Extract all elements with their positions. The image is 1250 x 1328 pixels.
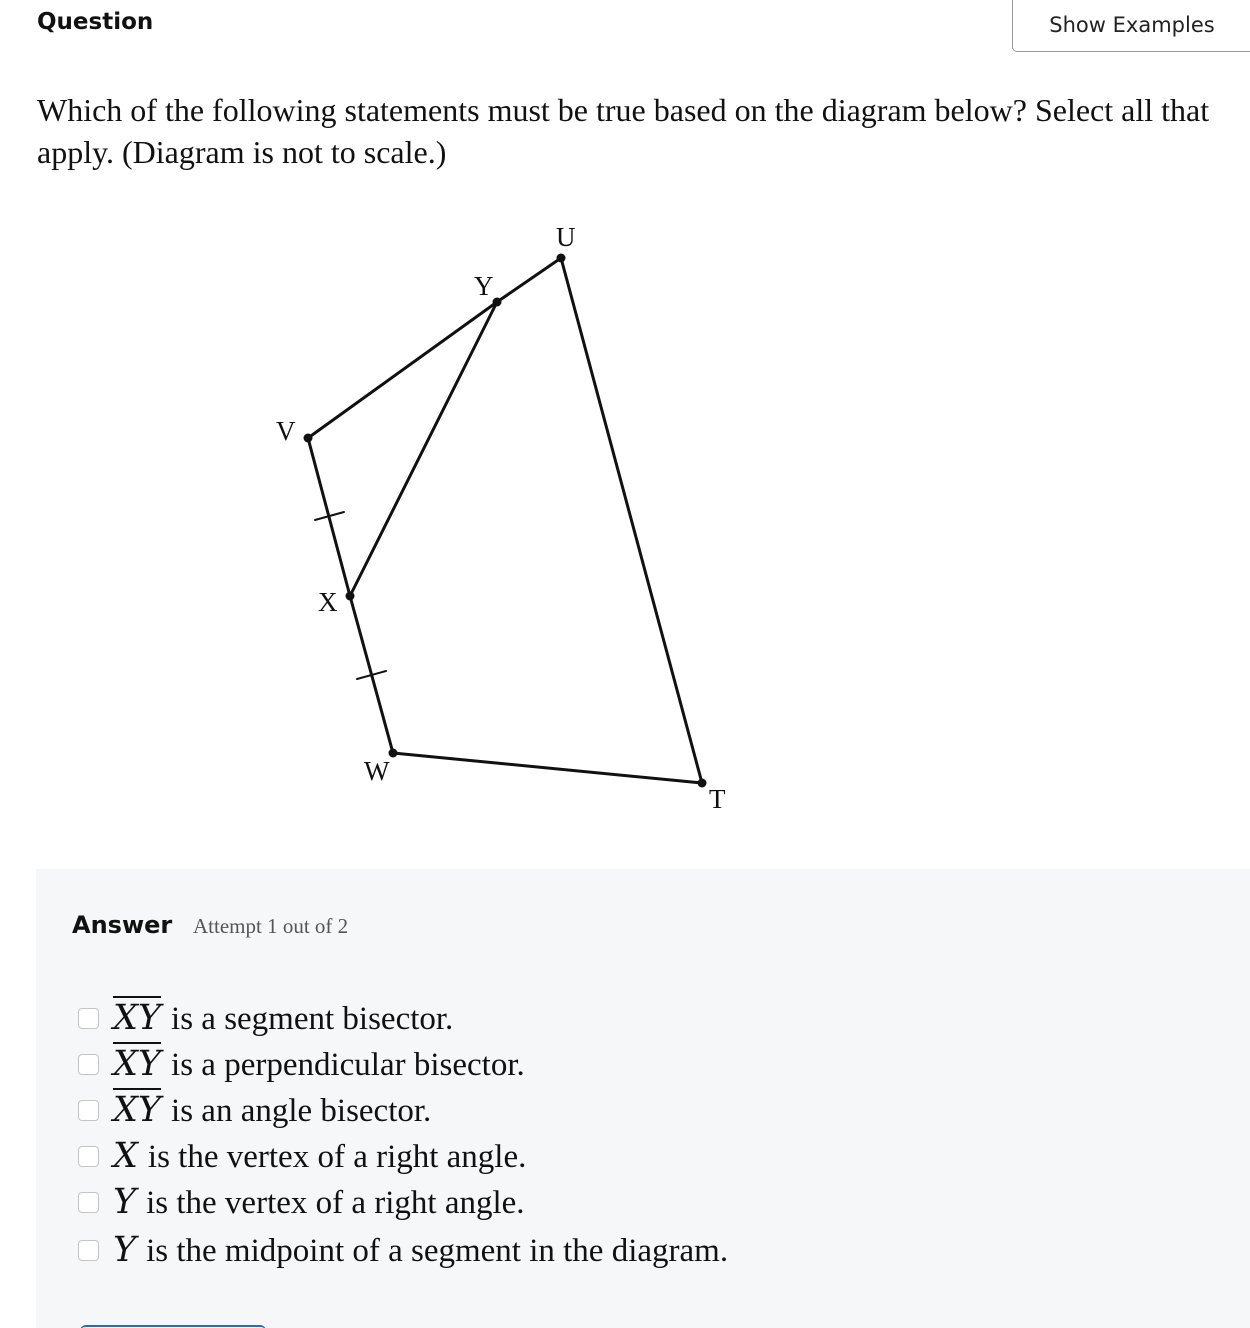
vertex-W — [389, 749, 398, 758]
vertex-T — [698, 779, 707, 788]
answer-label: Answer — [72, 911, 173, 939]
segment-YU — [497, 258, 561, 302]
label-X: X — [318, 587, 338, 617]
checkbox-option-2[interactable] — [78, 1054, 99, 1075]
option-5[interactable] — [78, 1179, 728, 1225]
option-1-math: $\overline{XY}$ — [113, 998, 162, 1038]
option-5-math: Y — [113, 1182, 137, 1222]
option-6-math: Y — [113, 1230, 137, 1270]
question-prompt: Which of the following statements must be true based on the diagram below? Select all that apply. (Diagram is not to scale.) — [37, 92, 1210, 170]
attempt-counter: Attempt 1 out of 2 — [193, 914, 349, 938]
option-6-label — [113, 1230, 728, 1270]
option-6-text: is the midpoint of a segment in the diagram. — [146, 1233, 729, 1269]
label-W: W — [364, 756, 390, 786]
show-examples-button[interactable]: Show Examples — [1012, 0, 1250, 52]
checkbox-option-6[interactable] — [78, 1240, 99, 1261]
option-6[interactable] — [78, 1227, 728, 1273]
option-4-math: X — [113, 1136, 138, 1176]
option-1-label — [113, 998, 453, 1038]
option-2[interactable] — [78, 1041, 728, 1087]
checkbox-option-1[interactable] — [78, 1008, 99, 1029]
segment-UT — [561, 258, 702, 783]
diagram-segments — [308, 258, 702, 783]
checkbox-option-4[interactable] — [78, 1146, 99, 1167]
geometry-diagram — [0, 200, 800, 820]
option-5-label — [113, 1182, 525, 1222]
checkbox-option-3[interactable] — [78, 1100, 99, 1121]
option-3-math: $\overline{XY}$ — [113, 1090, 162, 1130]
option-2-label — [113, 1044, 525, 1084]
checkbox-option-5[interactable] — [78, 1192, 99, 1213]
segment-VY — [308, 302, 497, 438]
vertex-X — [346, 592, 355, 601]
label-V: V — [276, 416, 296, 446]
label-U: U — [556, 222, 576, 252]
diagram-vertices — [304, 254, 707, 788]
option-4-text: is the vertex of a right angle. — [147, 1139, 527, 1175]
option-1-text: is a segment bisector. — [171, 1001, 454, 1037]
segment-TW — [393, 753, 702, 783]
option-2-text: is a perpendicular bisector. — [171, 1047, 525, 1083]
vertex-U — [557, 254, 566, 263]
option-3[interactable] — [78, 1087, 728, 1133]
answer-options — [78, 995, 728, 1273]
option-3-label — [113, 1090, 431, 1130]
answer-panel — [36, 869, 1250, 1328]
option-5-text: is the vertex of a right angle. — [146, 1185, 525, 1221]
option-2-math: $\overline{XY}$ — [113, 1044, 162, 1084]
question-title: Question — [37, 9, 154, 35]
option-3-text: is an angle bisector. — [171, 1093, 432, 1129]
option-4[interactable] — [78, 1133, 728, 1179]
vertex-Y — [493, 298, 502, 307]
option-4-label — [113, 1136, 526, 1176]
vertex-V — [304, 434, 313, 443]
label-T: T — [709, 784, 726, 814]
label-Y: Y — [474, 271, 494, 301]
option-1[interactable] — [78, 995, 728, 1041]
segment-XY — [350, 302, 497, 596]
